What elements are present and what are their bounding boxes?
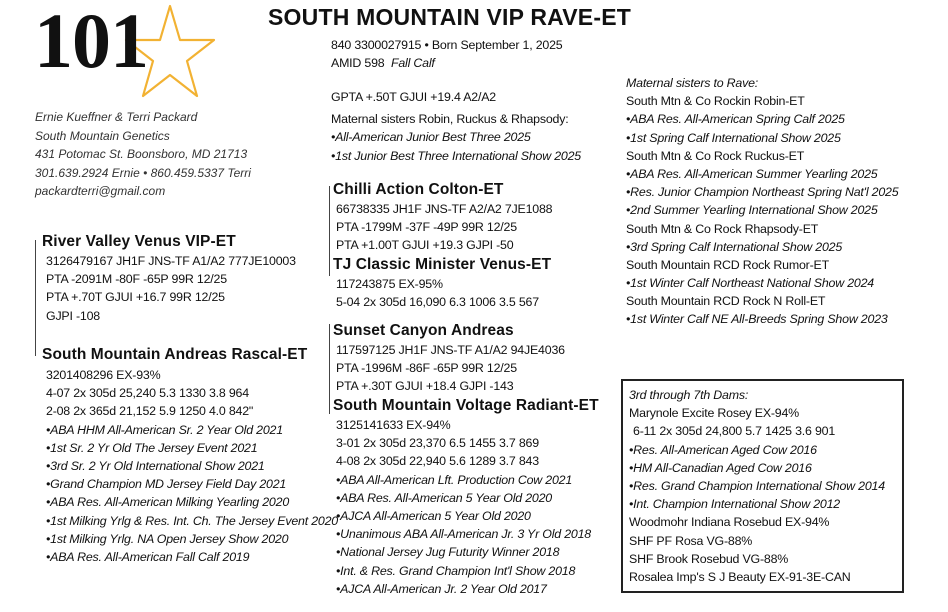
lot-number: 101 bbox=[34, 0, 148, 84]
sister-name: South Mtn & Co Rockin Robin-ET bbox=[626, 94, 805, 109]
ddam-honor: •ABA All-American Lft. Production Cow 2021 bbox=[336, 472, 573, 487]
sisters-honor: •1st Junior Best Three International Show 2025 bbox=[331, 148, 581, 163]
ssire-name: Chilli Action Colton-ET bbox=[333, 181, 504, 198]
ddam-line: 4-08 2x 305d 22,940 5.6 1289 3.7 843 bbox=[336, 454, 539, 469]
ddam-honor: •ABA Res. All-American 5 Year Old 2020 bbox=[336, 490, 552, 505]
sdam-info bbox=[336, 275, 539, 311]
dsire-line: PTA -1996M -86F -65P 99R 12/25 bbox=[336, 361, 517, 376]
consignor-block bbox=[35, 108, 251, 201]
ddam-line: 3-01 2x 305d 23,370 6.5 1455 3.7 869 bbox=[336, 436, 539, 451]
dsire-info bbox=[336, 341, 565, 396]
dams-box-dam: Woodmohr Indiana Rosebud EX-94% bbox=[629, 515, 830, 530]
consignor-farm: South Mountain Genetics bbox=[35, 128, 170, 143]
dam-honor: •ABA Res. All-American Fall Calf 2019 bbox=[46, 549, 250, 564]
dsire-line: 117597125 JH1F JNS-TF A1/A2 94JE4036 bbox=[336, 343, 565, 357]
ddam-honor: •AJCA All-American Jr. 2 Year Old 2017 bbox=[336, 581, 547, 596]
sister-honor: •ABA Res. All-American Spring Calf 2025 bbox=[626, 112, 845, 127]
sire-info bbox=[46, 252, 296, 325]
ddam-info bbox=[336, 416, 591, 598]
consignor-phone: 301.639.2924 Ernie • 860.459.5337 Terri bbox=[35, 165, 251, 180]
dam-honor: •1st Milking Yrlg. NA Open Jersey Show 2020 bbox=[46, 531, 289, 546]
sire-name: River Valley Venus VIP-ET bbox=[42, 233, 236, 250]
dams-box-record: 6-11 2x 305d 24,800 5.7 1425 3.6 901 bbox=[633, 424, 836, 439]
dam-honor: •1st Sr. 2 Yr Old The Jersey Event 2021 bbox=[46, 440, 258, 455]
ssire-line: PTA -1799M -37F -49P 99R 12/25 bbox=[336, 220, 517, 235]
dams-box-honor: •Res. All-American Aged Cow 2016 bbox=[629, 442, 817, 457]
ddam-honor: •Unanimous ABA All-American Jr. 3 Yr Old 2018 bbox=[336, 527, 591, 542]
pedigree-connector bbox=[329, 186, 330, 276]
dams-box-dam: SHF Brook Rosebud VG-88% bbox=[629, 551, 789, 566]
dsire-name: Sunset Canyon Andreas bbox=[333, 322, 514, 339]
dam-name: South Mountain Andreas Rascal-ET bbox=[42, 346, 308, 363]
dam-honor: •ABA Res. All-American Milking Yearling 2020 bbox=[46, 495, 290, 510]
dam-honor: •ABA HHM All-American Sr. 2 Year Old 2021 bbox=[46, 422, 283, 437]
sisters-heading: Maternal sisters Robin, Ruckus & Rhapsody: bbox=[331, 112, 569, 127]
dam-line: 2-08 2x 365d 21,152 5.9 1250 4.0 842" bbox=[46, 404, 254, 419]
sister-name: South Mountain RCD Rock Rumor-ET bbox=[626, 257, 829, 272]
ddam-honor: •National Jersey Jug Futurity Winner 2018 bbox=[336, 545, 560, 560]
sdam-name: TJ Classic Minister Venus-ET bbox=[333, 256, 552, 273]
sire-line: PTA -2091M -80F -65P 99R 12/25 bbox=[46, 272, 227, 287]
dam-honor: •Grand Champion MD Jersey Field Day 2021 bbox=[46, 477, 287, 492]
sister-honor: •3rd Spring Calf International Show 2025 bbox=[626, 239, 843, 254]
sire-line: 3126479167 JH1F JNS-TF A1/A2 777JE10003 bbox=[46, 254, 296, 268]
sister-name: South Mountain RCD Rock N Roll-ET bbox=[626, 294, 826, 309]
dams-box-honor: •Int. Champion International Show 2012 bbox=[629, 497, 840, 512]
maternal-sisters bbox=[626, 74, 898, 329]
dam-line: 4-07 2x 305d 25,240 5.3 1330 3.8 964 bbox=[46, 386, 249, 401]
dam-honor: •3rd Sr. 2 Yr Old International Show 2021 bbox=[46, 458, 265, 473]
sisters-honor: •All-American Junior Best Three 2025 bbox=[331, 130, 531, 145]
consignor-email[interactable]: packardterri@gmail.com bbox=[35, 184, 166, 199]
sister-honor: •1st Winter Calf Northeast National Show 2024 bbox=[626, 276, 874, 291]
sire-line: GJPI -108 bbox=[46, 308, 100, 323]
dams-box-dam: SHF PF Rosa VG-88% bbox=[629, 533, 753, 548]
pedigree-connector bbox=[35, 240, 36, 356]
reg-block bbox=[331, 36, 562, 72]
dam-line: 3201408296 EX-93% bbox=[46, 368, 161, 382]
consignor-address: 431 Potomac St. Boonsboro, MD 21713 bbox=[35, 147, 248, 162]
dsire-line: PTA +.30T GJUI +18.4 GJPI -143 bbox=[336, 379, 514, 394]
consignor-names: Ernie Kueffner & Terri Packard bbox=[35, 110, 198, 124]
sire-line: PTA +.70T GJUI +16.7 99R 12/25 bbox=[46, 290, 225, 305]
sister-name: South Mtn & Co Rock Rhapsody-ET bbox=[626, 221, 819, 236]
page-title: SOUTH MOUNTAIN VIP RAVE-ET bbox=[268, 4, 631, 30]
dam-info bbox=[46, 366, 338, 566]
ddam-honor: •Int. & Res. Grand Champion Int'l Show 2018 bbox=[336, 563, 576, 578]
sdam-line: 5-04 2x 305d 16,090 6.3 1006 3.5 567 bbox=[336, 295, 539, 310]
sister-honor: •2nd Summer Yearling International Show 2025 bbox=[626, 203, 878, 218]
sister-honor: •1st Spring Calf International Show 2025 bbox=[626, 130, 841, 145]
dams-box-content bbox=[629, 386, 885, 586]
reg-line: 840 3300027915 • Born September 1, 2025 bbox=[331, 38, 563, 52]
dams-box-honor: •Res. Grand Champion International Show 2014 bbox=[629, 478, 885, 493]
center-block bbox=[331, 88, 581, 165]
sister-honor: •Res. Junior Champion Northeast Spring Nat'l 2025 bbox=[626, 185, 899, 200]
gpta-line: GPTA +.50T GJUI +19.4 A2/A2 bbox=[331, 90, 496, 104]
sister-name: South Mtn & Co Rock Ruckus-ET bbox=[626, 148, 805, 163]
amid-line: AMID 598 Fall Calf bbox=[331, 56, 435, 71]
ddam-honor: •AJCA All-American 5 Year Old 2020 bbox=[336, 508, 531, 523]
dams-box-honor: •HM All-Canadian Aged Cow 2016 bbox=[629, 460, 812, 475]
sdam-line: 117243875 EX-95% bbox=[336, 277, 443, 291]
dams-box-heading: 3rd through 7th Dams: bbox=[629, 388, 749, 402]
sister-honor: •ABA Res. All-American Summer Yearling 2025 bbox=[626, 166, 878, 181]
maternal-sisters-heading: Maternal sisters to Rave: bbox=[626, 76, 759, 90]
ssire-line: PTA +1.00T GJUI +19.3 GJPI -50 bbox=[336, 238, 514, 253]
dams-box-dam: Rosalea Imp's S J Beauty EX-91-3E-CAN bbox=[629, 569, 851, 584]
dams-box-dam: Marynole Excite Rosey EX-94% bbox=[629, 406, 800, 421]
ssire-line: 66738335 JH1F JNS-TF A2/A2 7JE1088 bbox=[336, 202, 553, 216]
dam-honor: •1st Milking Yrlg & Res. Int. Ch. The Jersey Event 2020 bbox=[46, 513, 338, 528]
ssire-info bbox=[336, 200, 552, 255]
ddam-name: South Mountain Voltage Radiant-ET bbox=[333, 397, 599, 414]
ddam-line: 3125141633 EX-94% bbox=[336, 418, 451, 432]
sister-honor: •1st Winter Calf NE All-Breeds Spring Show 2023 bbox=[626, 312, 888, 327]
